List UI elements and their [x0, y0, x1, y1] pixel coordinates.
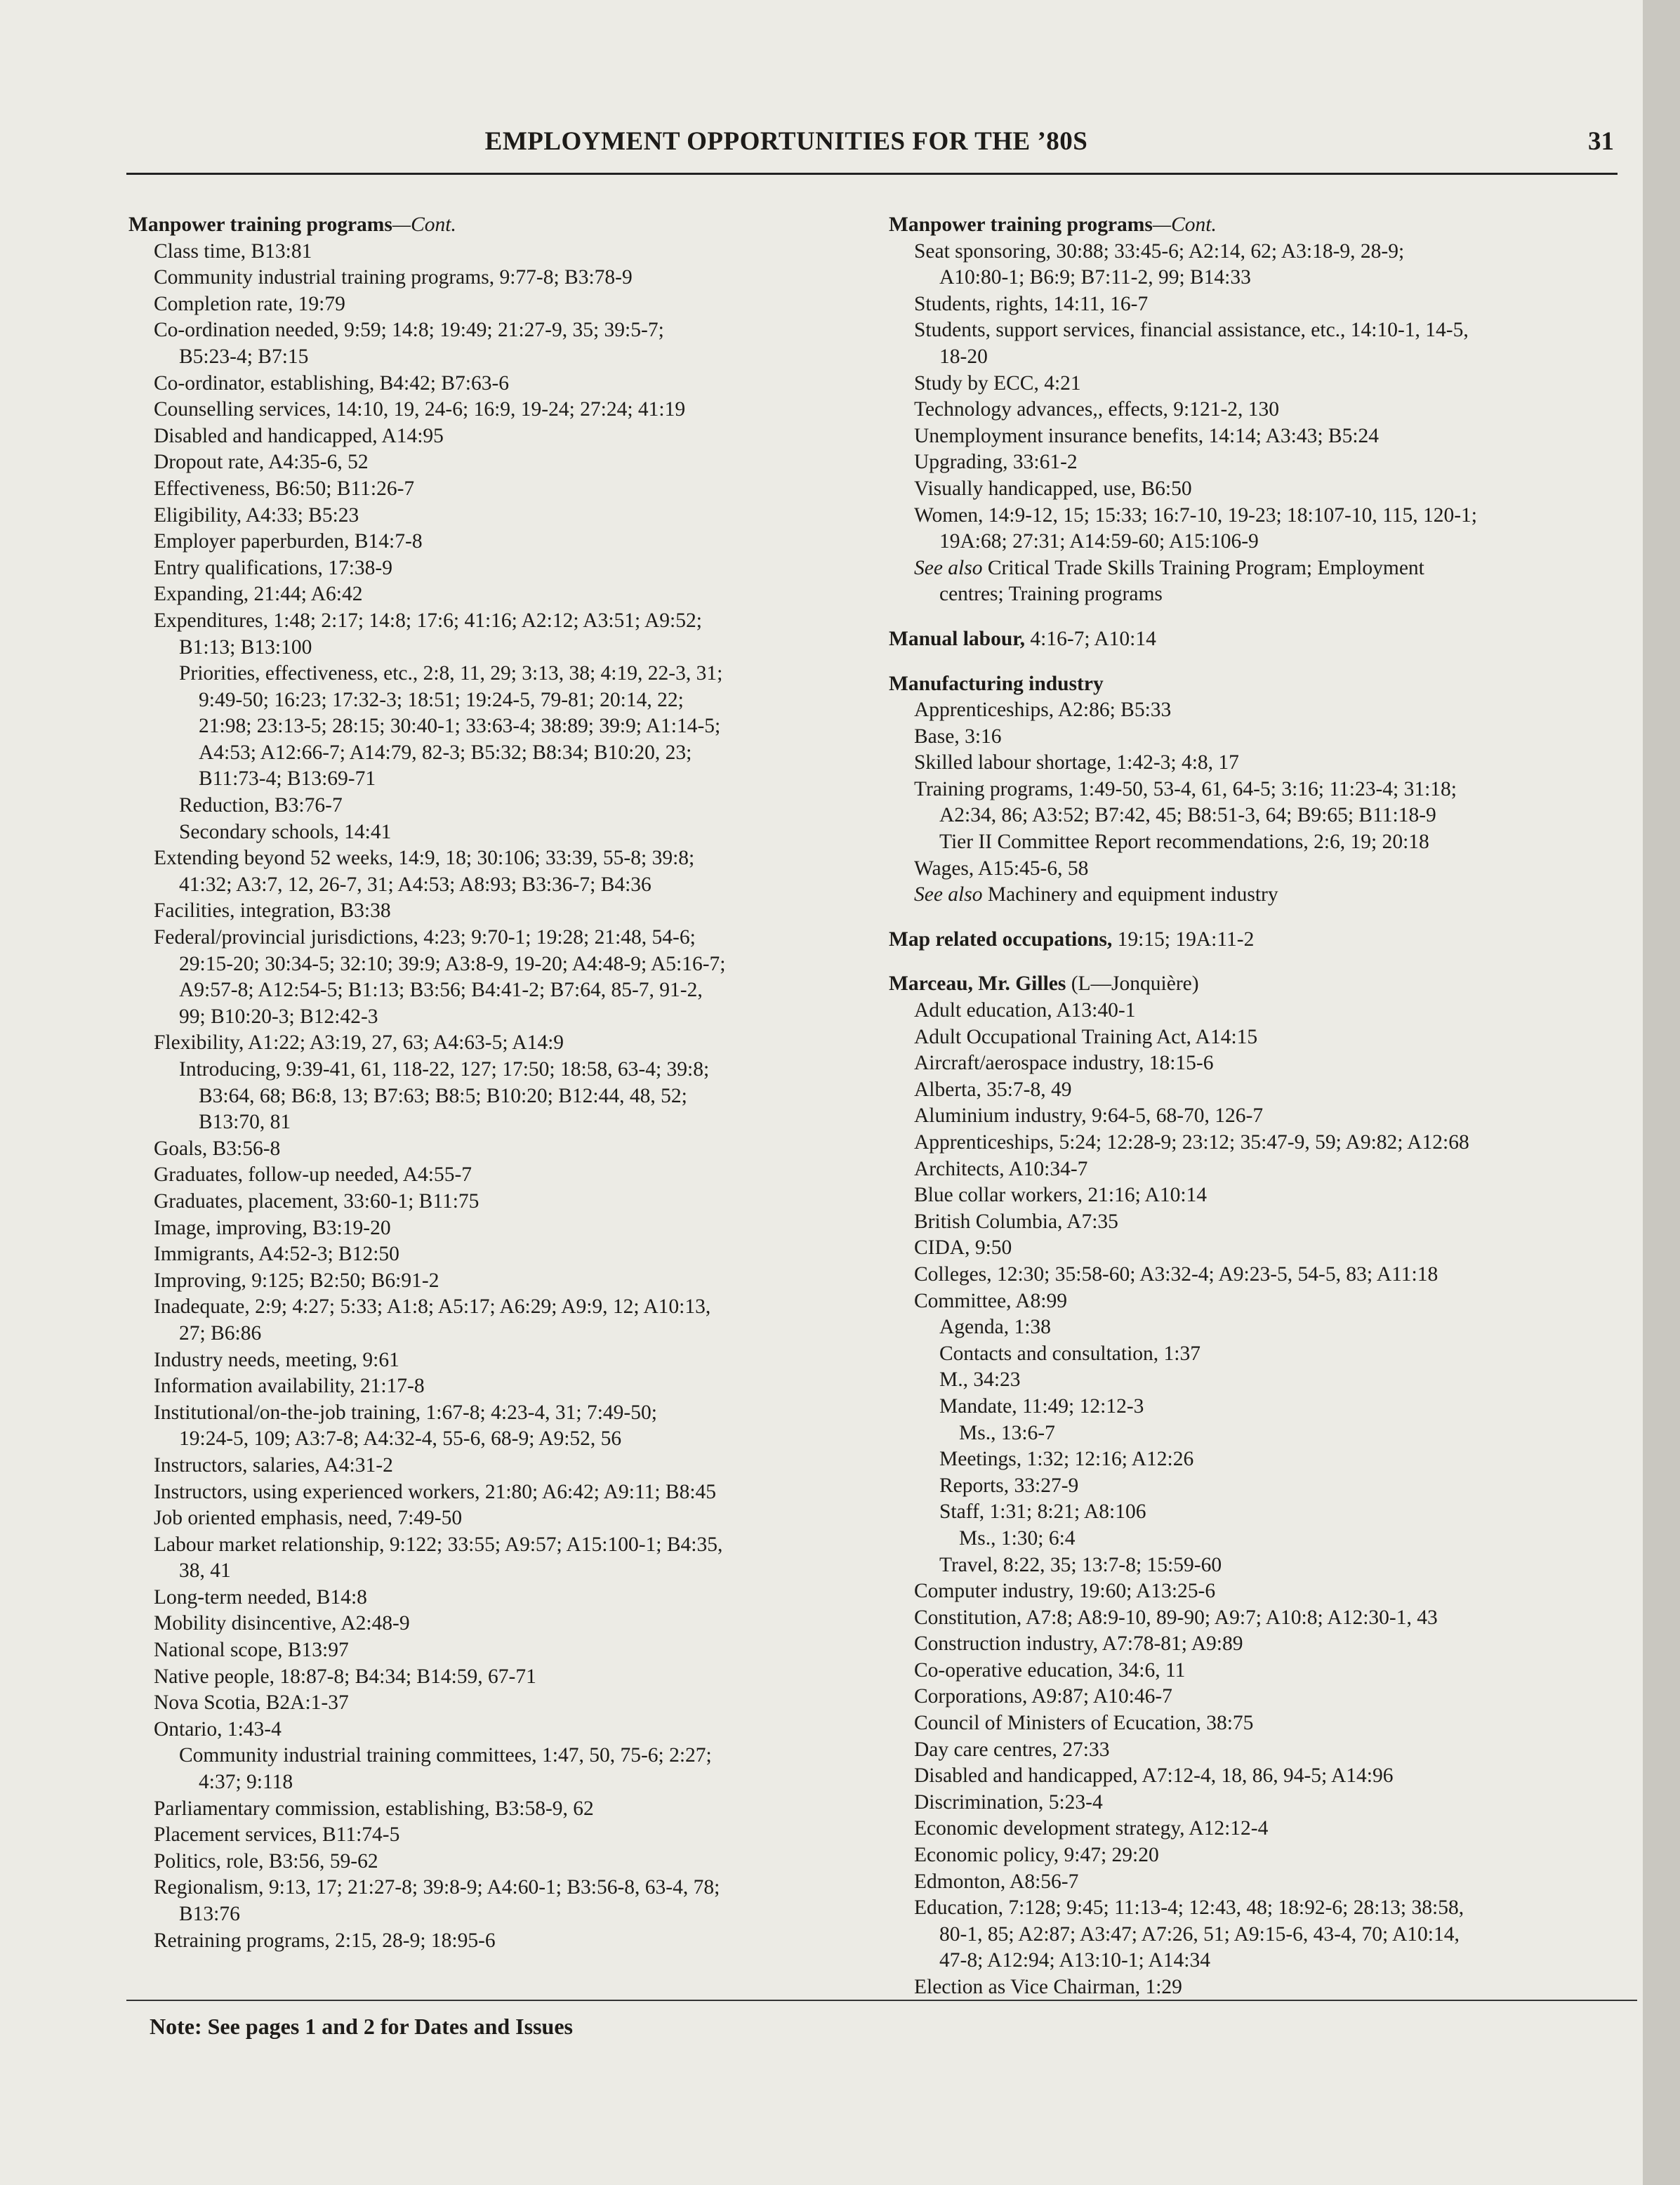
index-entry-text: Architects, A10:34-7 [914, 1157, 1088, 1180]
index-entry-text: 19A:68; 27:31; A14:59-60; A15:106-9 [939, 530, 1259, 553]
index-entry-text: Council of Ministers of Ecucation, 38:75 [914, 1712, 1254, 1735]
index-entry-text: Aircraft/aerospace industry, 18:15-6 [914, 1052, 1214, 1075]
index-entry-text: Native people, 18:87-8; B4:34; B14:59, 67-71 [154, 1665, 536, 1688]
index-entry-text: Improving, 9:125; B2:50; B6:91-2 [154, 1269, 439, 1292]
index-entry-text: Students, support services, financial assistance, etc., 14:10-1, 14-5, [914, 319, 1469, 342]
index-entry [889, 423, 1622, 450]
index-entry-text: B11:73-4; B13:69-71 [199, 767, 376, 791]
index-entry-text: centres; Training programs [939, 583, 1163, 606]
index-entry [889, 1658, 1622, 1684]
page-edge-shadow [1643, 0, 1680, 2185]
index-entry [128, 1321, 873, 1347]
index-entry-text: (L—Jonquière) [1066, 972, 1199, 996]
index-entry [128, 1822, 873, 1849]
index-entry-text: 80-1, 85; A2:87; A3:47; A7:26, 51; A9:15-6, 43-4, 70; A10:14, [939, 1922, 1460, 1946]
index-entry [889, 1130, 1622, 1156]
index-entry [128, 793, 873, 819]
index-entry-text: Placement services, B11:74-5 [154, 1823, 400, 1847]
index-entry [889, 265, 1622, 291]
index-entry [128, 317, 873, 344]
index-entry-text: Day care centres, 27:33 [914, 1738, 1110, 1761]
index-entry [128, 1400, 873, 1427]
index-entry-text: Immigrants, A4:52-3; B12:50 [154, 1243, 399, 1266]
index-entry [128, 925, 873, 951]
index-entry-text: Extending beyond 52 weeks, 14:9, 18; 30:106; 33:39, 55-8; 39:8; [154, 847, 695, 870]
index-entry [889, 1578, 1622, 1605]
header-rule [126, 173, 1618, 175]
index-entry-text: Staff, 1:31; 8:21; A8:106 [939, 1500, 1146, 1524]
index-entry-text: Nova Scotia, B2A:1-37 [154, 1691, 349, 1715]
index-entry-text: Tier II Committee Report recommendations, 2:6, 19; 20:18 [939, 831, 1429, 854]
index-entry [889, 1737, 1622, 1764]
index-entry-text: British Columbia, A7:35 [914, 1210, 1118, 1233]
see-also-label: See also [914, 556, 983, 579]
index-entry [128, 503, 873, 529]
index-entry-text: 47-8; A12:94; A13:10-1; A14:34 [939, 1949, 1210, 1972]
index-entry-text: Economic development strategy, A12:12-4 [914, 1817, 1269, 1840]
index-entry-text: Apprenticeships, A2:86; B5:33 [914, 699, 1172, 722]
index-entry [889, 1842, 1622, 1869]
index-entry-text: Reports, 33:27-9 [939, 1474, 1079, 1497]
index-entry-text: Base, 3:16 [914, 725, 1002, 748]
index-entry-text: 99; B10:20-3; B12:42-3 [179, 1005, 378, 1028]
index-entry [128, 449, 873, 476]
index-entry-text: Meetings, 1:32; 12:16; A12:26 [939, 1448, 1194, 1471]
see-also-label: See also [914, 883, 983, 906]
index-entry [128, 1241, 873, 1268]
index-entry [128, 371, 873, 397]
index-entry-text: 18-20 [939, 345, 988, 368]
index-entry [889, 529, 1622, 555]
index-entry-text: Instructors, using experienced workers, 21:80; A6:42; A9:11; B8:45 [154, 1480, 717, 1503]
index-entry [128, 977, 873, 1004]
index-entry-text: Visually handicapped, use, B6:50 [914, 477, 1192, 500]
index-entry-text: Community industrial training programs, 9:77-8; B3:78-9 [154, 266, 633, 289]
index-column-left [128, 212, 873, 1954]
index-entry-text: A4:53; A12:66-7; A14:79, 82-3; B5:32; B8:34; B10:20, 23; [199, 741, 692, 764]
index-entry [889, 1631, 1622, 1658]
index-entry [889, 1605, 1622, 1632]
index-entry [889, 1446, 1622, 1473]
index-entry [889, 317, 1622, 344]
index-entry-text: Expanding, 21:44; A6:42 [154, 583, 363, 606]
index-heading-term: Map related occupations, [889, 928, 1113, 951]
index-entry [889, 1367, 1622, 1394]
continued-marker: —Cont. [1152, 213, 1217, 236]
index-entry [128, 1769, 873, 1796]
index-entry [128, 1215, 873, 1242]
index-entry-text: Ontario, 1:43-4 [154, 1717, 282, 1741]
index-entry [889, 882, 1622, 909]
index-entry [128, 1004, 873, 1031]
index-entry-text: Election as Vice Chairman, 1:29 [914, 1976, 1182, 1998]
index-entry-text: Travel, 8:22, 35; 13:7-8; 15:59-60 [939, 1553, 1222, 1576]
index-entry-text: B5:23-4; B7:15 [179, 345, 309, 368]
footer-rule [126, 2000, 1637, 2001]
index-entry-text: Inadequate, 2:9; 4:27; 5:33; A1:8; A5:17; A6:29; A9:9, 12; A10:13, [154, 1295, 711, 1319]
index-entry [889, 449, 1622, 476]
index-entry [128, 608, 873, 635]
index-entry [889, 1262, 1622, 1288]
index-entry [128, 740, 873, 767]
index-entry-text: Instructors, salaries, A4:31-2 [154, 1453, 393, 1477]
index-entry-text: Training programs, 1:49-50, 53-4, 61, 64-5; 3:16; 11:23-4; 31:18; [914, 777, 1457, 800]
index-entry-text: Dropout rate, A4:35-6, 52 [154, 451, 369, 474]
index-entry [889, 371, 1622, 397]
index-entry [128, 1585, 873, 1611]
index-entry [128, 713, 873, 740]
index-entry [128, 845, 873, 872]
index-entry [128, 239, 873, 265]
index-entry-text: 19:24-5, 109; A3:7-8; A4:32-4, 55-6, 68-9; A9:52, 56 [179, 1427, 622, 1451]
index-heading-term: Marceau, Mr. Gilles [889, 972, 1066, 996]
index-entry-text: 4:16-7; A10:14 [1025, 627, 1156, 650]
index-entry-text: Adult education, A13:40-1 [914, 999, 1136, 1022]
index-entry-text: Disabled and handicapped, A14:95 [154, 424, 444, 447]
index-entry-text: Politics, role, B3:56, 59-62 [154, 1849, 378, 1873]
index-entry-text: Construction industry, A7:78-81; A9:89 [914, 1632, 1243, 1656]
index-entry-text: Co-operative education, 34:6, 11 [914, 1658, 1186, 1682]
index-heading [889, 212, 1622, 239]
index-entry [889, 1710, 1622, 1737]
index-entry [889, 1974, 1622, 2001]
index-entry [128, 1532, 873, 1559]
index-entry [889, 1288, 1622, 1315]
index-entry [128, 1505, 873, 1532]
index-entry-text: Ms., 13:6-7 [959, 1421, 1055, 1444]
index-entry [128, 555, 873, 582]
index-entry-text: Education, 7:128; 9:45; 11:13-4; 12:43, 48; 18:92-6; 28:13; 38:58, [914, 1896, 1464, 1920]
index-entry-text: 29:15-20; 30:34-5; 32:10; 39:9; A3:8-9, 19-20; A4:48-9; A5:16-7; [179, 952, 726, 975]
index-heading [889, 971, 1622, 998]
index-entry [128, 766, 873, 793]
index-entry-text: Study by ECC, 4:21 [914, 371, 1081, 395]
index-entry [889, 1077, 1622, 1104]
index-entry [128, 872, 873, 899]
index-entry-text: Entry qualifications, 17:38-9 [154, 556, 392, 579]
index-entry [889, 1182, 1622, 1209]
index-entry-text: Graduates, follow-up needed, A4:55-7 [154, 1163, 472, 1187]
page-title: EMPLOYMENT OPPORTUNITIES FOR THE ’80S [484, 127, 1088, 156]
index-entry-text: Industry needs, meeting, 9:61 [154, 1348, 399, 1371]
index-entry [128, 1558, 873, 1585]
index-entry [889, 1209, 1622, 1236]
index-heading [889, 626, 1622, 653]
index-entry-text: Community industrial training committees, 1:47, 50, 75-6; 2:27; [179, 1744, 712, 1767]
index-entry-text: Counselling services, 14:10, 19, 24-6; 16:9, 19-24; 27:24; 41:19 [154, 398, 686, 421]
index-entry [889, 777, 1622, 803]
index-entry [889, 239, 1622, 265]
index-entry-text: B13:70, 81 [199, 1111, 291, 1134]
index-entry-text: Machinery and equipment industry [982, 883, 1278, 906]
index-entry [889, 1473, 1622, 1500]
index-entry-text: A2:34, 86; A3:52; B7:42, 45; B8:51-3, 64; B9:65; B11:18-9 [939, 804, 1436, 827]
index-entry [889, 1394, 1622, 1420]
index-entry-text: 27; B6:86 [179, 1321, 262, 1345]
index-entry-text: Priorities, effectiveness, etc., 2:8, 11, 29; 3:13, 38; 4:19, 22-3, 31; [179, 662, 723, 685]
index-entry-text: Facilities, integration, B3:38 [154, 899, 391, 923]
index-entry [128, 1743, 873, 1769]
index-entry [889, 503, 1622, 529]
index-entry-text: Job oriented emphasis, need, 7:49-50 [154, 1507, 463, 1530]
index-entry-text: Contacts and consultation, 1:37 [939, 1342, 1201, 1365]
index-entry [128, 1347, 873, 1374]
index-entry [889, 1420, 1622, 1447]
index-entry [128, 1373, 873, 1400]
index-entry [128, 951, 873, 978]
index-entry [889, 1156, 1622, 1183]
index-entry [128, 1875, 873, 1901]
index-entry [889, 829, 1622, 856]
index-entry-text: Expenditures, 1:48; 2:17; 14:8; 17:6; 41:16; A2:12; A3:51; A9:52; [154, 609, 702, 632]
index-entry [128, 1162, 873, 1189]
index-entry-text: Disabled and handicapped, A7:12-4, 18, 86, 94-5; A14:96 [914, 1764, 1394, 1788]
index-entry [889, 998, 1622, 1024]
index-entry [128, 1637, 873, 1664]
index-entry-text: Co-ordination needed, 9:59; 14:8; 19:49; 21:27-9, 35; 39:5-7; [154, 319, 664, 342]
index-entry [889, 803, 1622, 829]
footer-note: Note: See pages 1 and 2 for Dates and Issues [150, 2014, 573, 2039]
index-entry-text: Class time, B13:81 [154, 239, 312, 263]
index-entry [889, 856, 1622, 883]
index-heading-term: Manpower training programs [889, 213, 1153, 236]
index-entry [128, 1901, 873, 1928]
index-entry-text: Graduates, placement, 33:60-1; B11:75 [154, 1189, 479, 1213]
index-entry-text: Introducing, 9:39-41, 61, 118-22, 127; 17:50; 18:58, 63-4; 39:8; [179, 1058, 710, 1081]
index-entry [128, 1136, 873, 1163]
index-entry-text: Regionalism, 9:13, 17; 21:27-8; 39:8-9; A4:60-1; B3:56-8, 63-4, 78; [154, 1876, 720, 1899]
index-column-right [889, 212, 1622, 2001]
index-entry-text: Ms., 1:30; 6:4 [959, 1526, 1076, 1550]
index-entry [889, 1948, 1622, 1974]
index-entry [128, 476, 873, 503]
index-entry [889, 1816, 1622, 1842]
index-entry-text: Effectiveness, B6:50; B11:26-7 [154, 477, 415, 500]
index-entry [128, 423, 873, 450]
index-entry [128, 661, 873, 687]
index-entry-text: CIDA, 9:50 [914, 1236, 1012, 1260]
index-entry [128, 344, 873, 371]
index-entry-text: Information availability, 21:17-8 [154, 1375, 425, 1398]
index-entry [128, 1479, 873, 1506]
index-heading [128, 212, 873, 239]
index-entry [128, 687, 873, 714]
index-entry [889, 344, 1622, 371]
index-entry [889, 1314, 1622, 1341]
index-entry-text: A10:80-1; B6:9; B7:11-2, 99; B14:33 [939, 266, 1251, 289]
index-entry-text: Unemployment insurance benefits, 14:14; A3:43; B5:24 [914, 424, 1380, 447]
index-entry-text: Eligibility, A4:33; B5:23 [154, 503, 359, 527]
index-entry-text: A9:57-8; A12:54-5; B1:13; B3:56; B4:41-2; B7:64, 85-7, 91-2, [179, 979, 703, 1002]
index-entry-text: Long-term needed, B14:8 [154, 1585, 367, 1609]
index-entry-text: Completion rate, 19:79 [154, 292, 345, 315]
index-entry [889, 1869, 1622, 1896]
index-entry [128, 819, 873, 846]
index-entry-text: 38, 41 [179, 1559, 231, 1583]
index-entry-text: Mandate, 11:49; 12:12-3 [939, 1394, 1144, 1418]
index-entry-text: Parliamentary commission, establishing, B3:58-9, 62 [154, 1797, 594, 1820]
index-entry-text: 4:37; 9:118 [199, 1771, 293, 1794]
index-heading-term: Manual labour, [889, 627, 1025, 650]
entry-gap [889, 953, 1622, 971]
index-heading-term: Manpower training programs [128, 213, 392, 236]
index-entry-text: National scope, B13:97 [154, 1639, 349, 1662]
index-entry [889, 1552, 1622, 1579]
index-entry-text: Alberta, 35:7-8, 49 [914, 1078, 1072, 1101]
index-entry [889, 697, 1622, 724]
index-entry [889, 750, 1622, 777]
index-entry-text: Employer paperburden, B14:7-8 [154, 530, 423, 553]
index-entry [128, 581, 873, 608]
index-entry [889, 1103, 1622, 1130]
index-entry [128, 397, 873, 423]
index-entry [889, 1763, 1622, 1790]
index-entry [889, 1526, 1622, 1552]
index-entry-text: Apprenticeships, 5:24; 12:28-9; 23:12; 35:47-9, 59; A9:82; A12:68 [914, 1131, 1469, 1154]
index-entry-text: Blue collar workers, 21:16; A10:14 [914, 1184, 1208, 1207]
index-entry [128, 265, 873, 291]
index-entry-text: B3:64, 68; B6:8, 13; B7:63; B8:5; B10:20; B12:44, 48, 52; [199, 1084, 687, 1107]
index-entry [889, 1499, 1622, 1526]
index-entry [128, 1426, 873, 1453]
index-entry [889, 1895, 1622, 1922]
index-entry-text: Skilled labour shortage, 1:42-3; 4:8, 17 [914, 751, 1239, 774]
index-entry-text: Edmonton, A8:56-7 [914, 1870, 1079, 1893]
entry-gap [889, 653, 1622, 671]
index-entry [889, 555, 1622, 582]
index-entry-text: 9:49-50; 16:23; 17:32-3; 18:51; 19:24-5, 79-81; 20:14, 22; [199, 688, 684, 711]
index-entry [128, 1664, 873, 1691]
index-entry-text: Discrimination, 5:23-4 [914, 1790, 1103, 1814]
index-entry [889, 1684, 1622, 1710]
index-entry-text: 21:98; 23:13-5; 28:15; 30:40-1; 33:63-4; 38:89; 39:9; A1:14-5; [199, 715, 721, 738]
index-entry-text: Colleges, 12:30; 35:58-60; A3:32-4; A9:23-5, 54-5, 83; A11:18 [914, 1262, 1438, 1286]
index-entry-text: B1:13; B13:100 [179, 635, 312, 659]
index-entry-text: Image, improving, B3:19-20 [154, 1216, 391, 1239]
index-entry [889, 397, 1622, 423]
index-entry-text: 41:32; A3:7, 12, 26-7, 31; A4:53; A8:93; B3:36-7; B4:36 [179, 873, 652, 896]
index-entry-text: Constitution, A7:8; A8:9-10, 89-90; A9:7; A10:8; A12:30-1, 43 [914, 1606, 1438, 1629]
index-entry-text: Secondary schools, 14:41 [179, 820, 392, 843]
index-entry-text: Economic policy, 9:47; 29:20 [914, 1844, 1159, 1867]
index-entry-text: B13:76 [179, 1903, 240, 1925]
index-entry-text: Upgrading, 33:61-2 [914, 451, 1078, 474]
index-entry-text: Reduction, B3:76-7 [179, 794, 343, 817]
index-entry-text: Flexibility, A1:22; A3:19, 27, 63; A4:63-5; A14:9 [154, 1031, 564, 1055]
index-entry-text: Federal/provincial jurisdictions, 4:23; 9:70-1; 19:28; 21:48, 54-6; [154, 926, 696, 949]
continued-marker: —Cont. [392, 213, 456, 236]
index-heading [889, 927, 1622, 953]
index-entry-text: Goals, B3:56-8 [154, 1137, 281, 1160]
index-entry-text: Critical Trade Skills Training Program; Employment [982, 556, 1424, 579]
index-entry [889, 581, 1622, 608]
index-entry [128, 1717, 873, 1743]
index-entry [128, 1109, 873, 1136]
index-heading-term: Manufacturing industry [889, 672, 1104, 695]
index-entry [889, 291, 1622, 318]
index-entry-text: Labour market relationship, 9:122; 33:55; A9:57; A15:100-1; B4:35, [154, 1533, 723, 1556]
index-entry [128, 1268, 873, 1295]
index-entry [128, 1453, 873, 1479]
index-entry [889, 476, 1622, 503]
entry-gap [889, 909, 1622, 927]
index-entry [128, 898, 873, 925]
index-entry [889, 1050, 1622, 1077]
index-entry-text: Women, 14:9-12, 15; 15:33; 16:7-10, 19-23; 18:107-10, 115, 120-1; [914, 503, 1477, 527]
index-entry-text: Committee, A8:99 [914, 1289, 1067, 1312]
index-entry [128, 1030, 873, 1057]
index-entry [128, 1611, 873, 1637]
index-entry [889, 1790, 1622, 1816]
index-entry [889, 1922, 1622, 1948]
index-entry [128, 529, 873, 555]
index-entry [128, 1189, 873, 1215]
index-entry-text: Technology advances,, effects, 9:121-2, 130 [914, 398, 1280, 421]
index-entry-text: Adult Occupational Training Act, A14:15 [914, 1025, 1258, 1048]
index-entry [889, 1235, 1622, 1262]
index-entry [128, 1849, 873, 1875]
index-entry-text: Mobility disincentive, A2:48-9 [154, 1612, 410, 1635]
index-entry [128, 1690, 873, 1717]
entry-gap [889, 608, 1622, 626]
index-entry-text: Wages, A15:45-6, 58 [914, 857, 1089, 880]
index-entry [128, 1796, 873, 1823]
index-entry-text: Institutional/on-the-job training, 1:67-8; 4:23-4, 31; 7:49-50; [154, 1401, 657, 1424]
index-entry-text: 19:15; 19A:11-2 [1112, 928, 1255, 951]
index-entry [889, 1024, 1622, 1051]
index-entry [128, 1928, 873, 1955]
index-entry-text: Aluminium industry, 9:64-5, 68-70, 126-7 [914, 1104, 1264, 1128]
index-entry [128, 1083, 873, 1110]
index-entry-text: Seat sponsoring, 30:88; 33:45-6; A2:14, 62; A3:18-9, 28-9; [914, 239, 1405, 263]
index-entry-text: Computer industry, 19:60; A13:25-6 [914, 1580, 1216, 1603]
index-entry [128, 291, 873, 318]
index-entry [889, 1341, 1622, 1368]
index-entry [889, 724, 1622, 751]
index-entry-text: Co-ordinator, establishing, B4:42; B7:63-6 [154, 371, 510, 395]
index-entry-text: Students, rights, 14:11, 16-7 [914, 292, 1149, 315]
index-entry [128, 1057, 873, 1083]
index-heading [889, 671, 1622, 698]
page-number: 31 [1588, 127, 1614, 156]
index-entry-text: M., 34:23 [939, 1368, 1021, 1392]
index-entry [128, 635, 873, 661]
index-entry [128, 1294, 873, 1321]
index-entry-text: Retraining programs, 2:15, 28-9; 18:95-6 [154, 1929, 496, 1952]
index-entry-text: Agenda, 1:38 [939, 1316, 1051, 1339]
index-entry-text: Corporations, A9:87; A10:46-7 [914, 1685, 1172, 1708]
